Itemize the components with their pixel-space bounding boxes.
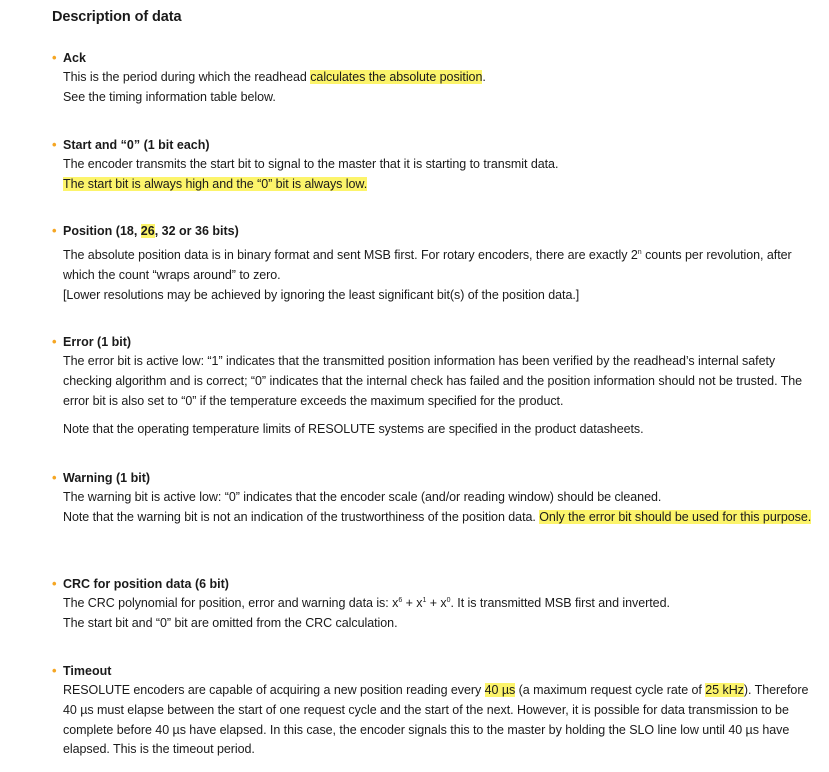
text: + x [426, 596, 447, 610]
heading-text: Ack [63, 51, 86, 65]
bullet-icon: • [52, 137, 57, 152]
paragraph [63, 246, 812, 286]
highlighted-text: 40 µs [484, 683, 516, 697]
superscript: 0 [446, 597, 451, 604]
highlighted-text: 25 kHz [705, 683, 744, 697]
heading-text: Start and “0” (1 bit each) [63, 138, 210, 152]
heading-text: Warning (1 bit) [63, 471, 151, 485]
highlighted-text: Only the error bit should be used for this purpose. [539, 509, 812, 524]
text: ). Therefore 40 µs must elapse between the start of one request cycle and the start of the next. However, it is possible for data transmission to be complete before 40 µs have elapsed. In this case, the encoder signals this to the master by holding the SLO line low until 40 µs have elapsed. This is the timeout period. [63, 683, 809, 757]
heading-text: Position (18, [63, 224, 141, 238]
highlighted-text: calculates the absolute position [310, 70, 483, 84]
heading-text: , 32 or 36 bits) [154, 224, 239, 238]
section-body [52, 246, 812, 305]
section-body [52, 594, 812, 634]
section-body [52, 488, 812, 528]
paragraph [63, 681, 812, 760]
heading-text: Timeout [63, 664, 112, 678]
paragraph [63, 508, 812, 528]
heading-text: CRC for position data (6 bit) [63, 577, 229, 591]
section-timeout [52, 661, 812, 760]
paragraph: The start bit and “0” bit are omitted from the CRC calculation. [63, 615, 398, 630]
bullet-icon: • [52, 663, 57, 678]
section-error [52, 332, 812, 440]
section-ack [52, 48, 812, 108]
text: counts per revolution, after which the count “wraps around” to zero. [63, 248, 792, 282]
section-heading [52, 661, 812, 681]
section-body [52, 68, 812, 108]
section-start [52, 135, 812, 195]
text: . [482, 70, 486, 84]
paragraph: Note that the operating temperature limits of RESOLUTE systems are specified in the product datasheets. [63, 422, 644, 437]
paragraph: The warning bit is active low: “0” indicates that the encoder scale (and/or reading window) should be cleaned. [63, 490, 662, 504]
text: + x [402, 596, 423, 610]
bullet-icon: • [52, 223, 57, 238]
text: The absolute position data is in binary format and sent MSB first. For rotary encoders, there are exactly 2 [63, 248, 638, 262]
bullet-icon: • [52, 50, 57, 65]
paragraph: [Lower resolutions may be achieved by ignoring the least significant bit(s) of the position data.] [63, 287, 580, 302]
bullet-icon: • [52, 470, 57, 485]
section-warning [52, 468, 812, 528]
section-heading [52, 574, 812, 594]
section-position [52, 221, 812, 305]
heading-text: Error (1 bit) [63, 335, 132, 349]
highlighted-text: 26 [140, 224, 155, 238]
text: This is the period during which the readhead [63, 70, 311, 84]
section-heading [52, 48, 812, 68]
section-body [52, 155, 812, 195]
superscript: 1 [422, 597, 427, 604]
section-heading [52, 135, 812, 155]
text: RESOLUTE encoders are capable of acquiring a new position reading every [63, 683, 485, 697]
text: Note that the warning bit is not an indication of the trustworthiness of the position data. [63, 509, 540, 524]
text: The CRC polynomial for position, error and warning data is: x [63, 596, 399, 610]
section-heading [52, 332, 812, 352]
text: . It is transmitted MSB first and inverted. [450, 596, 670, 610]
section-crc [52, 574, 812, 634]
paragraph: The encoder transmits the start bit to signal to the master that it is starting to transmit data. [63, 157, 559, 171]
page-title: Description of data [52, 9, 182, 25]
paragraph [63, 68, 812, 88]
superscript: 6 [398, 597, 403, 604]
superscript: n [637, 249, 642, 256]
paragraph [63, 594, 812, 614]
highlighted-text: The start bit is always high and the “0” bit is always low. [63, 176, 368, 191]
bullet-icon: • [52, 576, 57, 591]
paragraph: The error bit is active low: “1” indicates that the transmitted position information has been verified by the readhead’s internal safety checking algorithm and is correct; “0” indicates that the internal check has failed and the position information should not be trusted. The error bit is also set to “0” if the temperature exceeds the maximum specified for the product. [63, 354, 803, 408]
bullet-icon: • [52, 334, 57, 349]
section-heading [52, 221, 812, 241]
section-heading [52, 468, 812, 488]
paragraph: See the timing information table below. [63, 89, 276, 104]
text: (a maximum request cycle rate of [515, 683, 706, 697]
paragraph [63, 175, 812, 195]
section-body [52, 681, 812, 760]
section-body [52, 352, 812, 440]
